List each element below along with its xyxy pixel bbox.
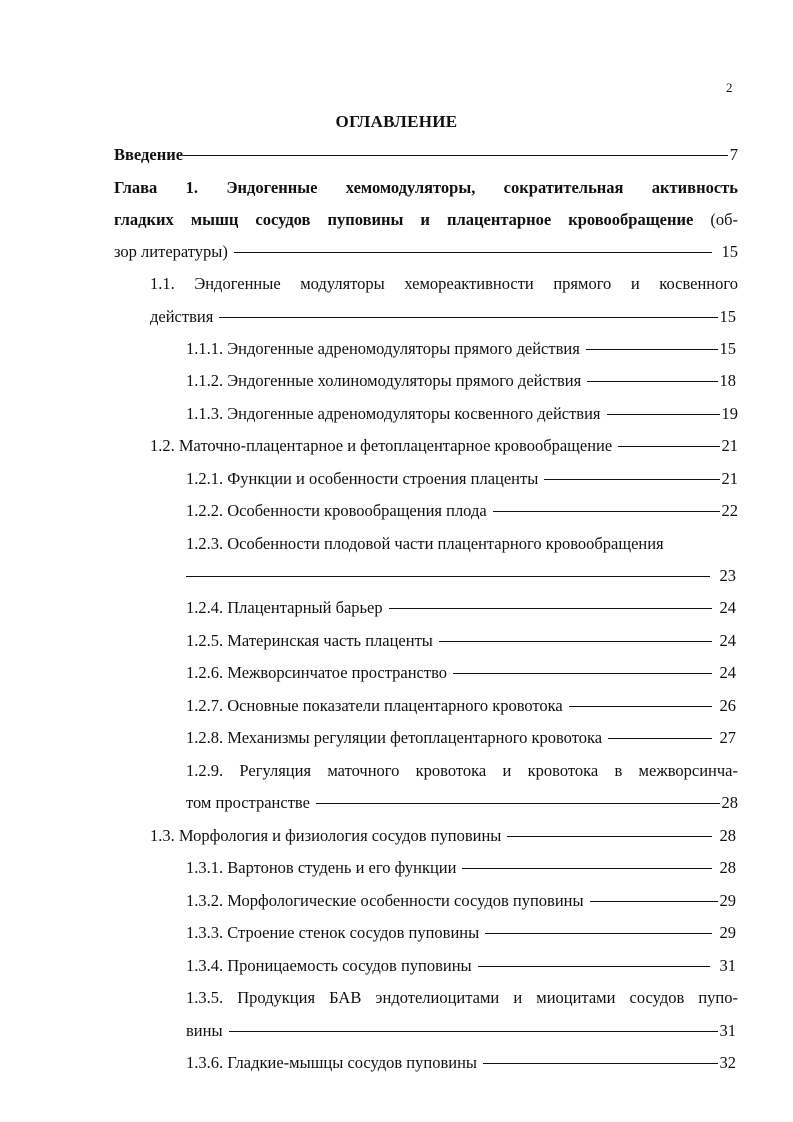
leader-line <box>485 933 711 934</box>
toc-entry-page: 15 <box>719 307 736 326</box>
toc-entry-label: 1.3.4. Проницаемость сосудов пуповины <box>186 956 472 975</box>
toc-entry-1-1[interactable] <box>150 306 736 328</box>
toc-entry-page: 15 <box>719 339 736 358</box>
toc-entry-page: 31 <box>719 1021 736 1040</box>
leader-line <box>507 836 711 837</box>
toc-entry-page: 28 <box>719 858 736 877</box>
toc-entry-chapter-1[interactable] <box>114 241 738 263</box>
toc-entry-page: 21 <box>721 436 738 455</box>
toc-entry-page: 28 <box>719 826 736 845</box>
toc-entry-page: 27 <box>719 728 736 747</box>
leader-line <box>219 317 717 318</box>
leader-line <box>483 1063 718 1064</box>
toc-entry-1-1-3[interactable] <box>186 403 738 425</box>
leader-line <box>462 868 711 869</box>
leader-line <box>439 641 712 642</box>
leader-line <box>389 608 712 609</box>
toc-entry-1-3-1[interactable] <box>186 857 736 879</box>
page-title: ОГЛАВЛЕНИЕ <box>335 112 458 131</box>
toc-entry-page: 28 <box>721 793 738 812</box>
chapter-1-line-2-bold: гладких мышц сосудов пуповины и плацентарное кровообращение <box>114 210 694 229</box>
toc-entry-page: 24 <box>719 598 736 617</box>
section-1-3-5-line-1[interactable]: 1.3.5. Продукция БАВ эндотелиоцитами и миоцитами сосудов пупо- <box>186 988 738 1007</box>
toc-entry-page: 22 <box>721 501 738 520</box>
toc-entry-1-1-1[interactable] <box>186 338 736 360</box>
toc-entry-label: 1.3. Морфология и физиология сосудов пуповины <box>150 826 502 845</box>
toc-entry-label: 1.2.6. Межворсинчатое пространство <box>186 663 448 682</box>
toc-entry-1-2-7[interactable] <box>186 695 736 717</box>
leader-line <box>569 706 712 707</box>
section-1-2-3-line-1[interactable]: 1.2.3. Особенности плодовой части плацентарного кровообращения <box>186 534 664 553</box>
toc-entry-1-3-2[interactable] <box>186 890 736 912</box>
leader-line <box>590 901 718 902</box>
toc-entry-page: 32 <box>719 1053 736 1072</box>
toc-entry-1-2-5[interactable] <box>186 630 736 652</box>
chapter-1-line-2[interactable] <box>114 209 738 231</box>
leader-line <box>587 381 717 382</box>
leader-line <box>234 252 712 253</box>
toc-entry-label: зор литературы) <box>114 242 228 261</box>
toc-entry-page: 18 <box>719 371 736 390</box>
leader-line <box>478 966 710 967</box>
leader-line <box>453 673 711 674</box>
toc-entry-page: 29 <box>719 923 736 942</box>
leader-line <box>608 738 711 739</box>
leader-line <box>607 414 720 415</box>
toc-entry-1-2-8[interactable] <box>186 727 736 749</box>
toc-entry-page: 21 <box>721 469 738 488</box>
section-1-1-line-1[interactable]: 1.1. Эндогенные модуляторы хемореактивности прямого и косвенного <box>150 274 738 293</box>
leader-line <box>316 803 720 804</box>
leader-line <box>229 1031 718 1032</box>
toc-entry-page: 19 <box>721 404 738 423</box>
leader-line <box>618 446 719 447</box>
toc-entry-label: том пространстве <box>186 793 310 812</box>
chapter-1-line-1[interactable]: Глава 1. Эндогенные хемомодуляторы, сократительная активность <box>114 178 738 197</box>
toc-entry-label: 1.3.6. Гладкие-мышцы сосудов пуповины <box>186 1053 477 1072</box>
chapter-1-line-2-rest: (об- <box>693 210 738 229</box>
toc-entry-1-3-3[interactable] <box>186 922 736 944</box>
section-1-2-9-line-1[interactable]: 1.2.9. Регуляция маточного кровотока и кровотока в межворсинча- <box>186 761 738 780</box>
toc-entry-1-3-6[interactable] <box>186 1052 736 1074</box>
toc-entry-page: 26 <box>719 696 736 715</box>
toc-entry-label: 1.3.2. Морфологические особенности сосудов пуповины <box>186 891 584 910</box>
toc-entry-page: 24 <box>719 663 736 682</box>
toc-entry-1-2-3[interactable] <box>186 565 736 587</box>
toc-entry-1-3-5[interactable] <box>186 1020 736 1042</box>
toc-entry-label: 1.2.7. Основные показатели плацентарного кровотока <box>186 696 563 715</box>
toc-entry-label: 1.3.1. Вартонов студень и его функции <box>186 858 457 877</box>
toc-entry-label: 1.2.8. Механизмы регуляции фетоплацентарного кровотока <box>186 728 603 747</box>
leader-line <box>186 576 710 577</box>
toc-entry-1-2[interactable] <box>150 435 738 457</box>
leader-line <box>586 349 718 350</box>
toc-entry-label: 1.2.1. Функции и особенности строения плаценты <box>186 469 539 488</box>
toc-entry-label: 1.2.4. Плацентарный барьер <box>186 598 383 617</box>
leader-line <box>544 479 719 480</box>
toc-entry-1-3-4[interactable] <box>186 955 736 977</box>
toc-entry-1-2-6[interactable] <box>186 662 736 684</box>
toc-entry-1-2-4[interactable] <box>186 597 736 619</box>
toc-entry-label: 1.2.2. Особенности кровообращения плода <box>186 501 487 520</box>
toc-entry-label: 1.1.1. Эндогенные адреномодуляторы прямого действия <box>186 339 580 358</box>
toc-entry-page: 24 <box>719 631 736 650</box>
toc-entry-1-2-9[interactable] <box>186 792 738 814</box>
toc-entry-page: 23 <box>719 566 736 585</box>
toc-entry-label: 1.1.3. Эндогенные адреномодуляторы косвенного действия <box>186 404 601 423</box>
toc-entry-1-2-2[interactable] <box>186 500 738 522</box>
toc-entry-label: 1.1.2. Эндогенные холиномодуляторы прямого действия <box>186 371 582 390</box>
toc-entry-1-1-2[interactable] <box>186 370 736 392</box>
leader-line <box>493 511 720 512</box>
toc-entry-intro[interactable] <box>114 144 738 166</box>
leader-line <box>183 155 728 156</box>
toc-entry-1-3[interactable] <box>150 825 736 847</box>
toc-entry-label: 1.3.3. Строение стенок сосудов пуповины <box>186 923 480 942</box>
toc-entry-label: 1.2. Маточно-плацентарное и фетоплацентарное кровообращение <box>150 436 613 455</box>
toc-entry-page: 7 <box>729 145 738 164</box>
toc-entry-label: 1.2.5. Материнская часть плаценты <box>186 631 433 650</box>
toc-entry-label: Введение <box>114 145 184 164</box>
page-number: 2 <box>726 80 733 95</box>
toc-entry-page: 31 <box>719 956 736 975</box>
toc-entry-label: действия <box>150 307 214 326</box>
toc-entry-1-2-1[interactable] <box>186 468 738 490</box>
toc-entry-page: 29 <box>719 891 736 910</box>
toc-entry-label: вины <box>186 1021 223 1040</box>
toc-entry-page: 15 <box>721 242 738 261</box>
